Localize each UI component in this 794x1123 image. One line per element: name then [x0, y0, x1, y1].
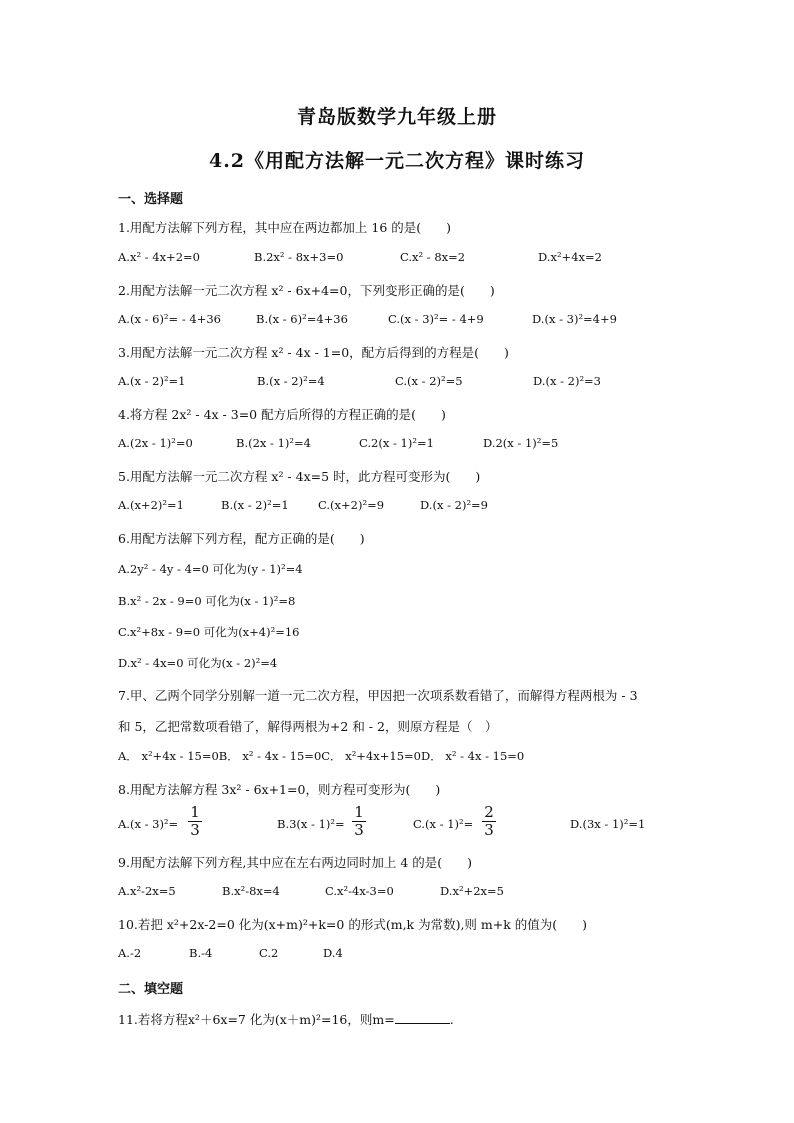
- question-8-stem: 8.用配方法解方程 3x² - 6x+1=0，则方程可变形为( ): [118, 782, 441, 797]
- question-3-option-c: C.(x - 2)²=5: [395, 374, 463, 388]
- fraction-denominator: 3: [484, 821, 494, 839]
- fraction-denominator: 3: [354, 821, 364, 839]
- question-1-stem: 1.用配方法解下列方程，其中应在两边都加上 16 的是( ): [118, 220, 452, 235]
- question-1-option-c: C.x² - 8x=2: [400, 250, 466, 264]
- question-3-option-d: D.(x - 2)²=3: [533, 374, 602, 388]
- question-5-option-b: B.(x - 2)²=1: [221, 498, 289, 512]
- question-1-option-a: A.x² - 4x+2=0: [118, 250, 200, 264]
- question-8-option-a-fraction: [188, 805, 202, 838]
- question-4-option-a: A.(2x - 1)²=0: [118, 436, 193, 450]
- question-7-stem-line1: 7.甲、乙两个同学分别解一道一元二次方程，甲因把一次项系数看错了，而解得方程两根为 - 3: [118, 688, 638, 703]
- question-1-option-b: B.2x² - 8x+3=0: [254, 250, 344, 264]
- question-5-option-a: A.(x+2)²=1: [118, 498, 184, 512]
- section-heading-choice: 一、选择题: [118, 192, 184, 207]
- question-9-stem: 9.用配方法解下列方程,其中应在左右两边同时加上 4 的是( ): [118, 855, 473, 870]
- question-5-option-d: D.(x - 2)²=9: [420, 498, 489, 512]
- question-9-option-b: B.x²-8x=4: [222, 884, 280, 898]
- question-11-end: .: [449, 1012, 454, 1027]
- question-11-stem: 11.若将方程x²＋6x=7 化为(x＋m)²=16，则m=: [118, 1012, 395, 1027]
- question-2-option-b: B.(x - 6)²=4+36: [256, 312, 348, 326]
- question-8-option-b: B.3(x - 1)²=: [277, 817, 345, 831]
- question-2-stem: 2.用配方法解一元二次方程 x² - 6x+4=0，下列变形正确的是( ): [118, 283, 495, 298]
- question-7-stem-line2: 和 5，乙把常数项看错了，解得两根为+2 和 - 2，则原方程是（ ）: [118, 719, 498, 734]
- question-6-option-a: A.2y² - 4y - 4=0 可化为(y - 1)²=4: [118, 562, 303, 576]
- doc-title: 青岛版数学九年级上册: [296, 106, 497, 128]
- question-4-option-d: D.2(x - 1)²=5: [483, 436, 559, 450]
- section-heading-fill: 二、填空题: [118, 982, 184, 997]
- question-3-option-a: A.(x - 2)²=1: [118, 374, 186, 388]
- question-10-option-c: C.2: [259, 946, 279, 960]
- question-7-options: A． x²+4x - 15=0B． x² - 4x - 15=0C． x²+4x+15=0D． x² - 4x - 15=0: [118, 749, 525, 763]
- fraction-numerator: 2: [484, 803, 494, 821]
- question-2-option-c: C.(x - 3)²= - 4+9: [388, 312, 484, 326]
- question-3-stem: 3.用配方法解一元二次方程 x² - 4x - 1=0，配方后得到的方程是( ): [118, 345, 509, 360]
- fraction-denominator: 3: [190, 821, 200, 839]
- question-8-option-c: C.(x - 1)²=: [413, 817, 474, 831]
- question-8-option-b-fraction: [352, 805, 366, 838]
- question-10-option-a: A.-2: [118, 946, 142, 960]
- answer-blank[interactable]: [395, 1013, 450, 1024]
- question-8-option-a: A.(x - 3)²=: [118, 817, 179, 831]
- fraction-numerator: 1: [354, 803, 364, 821]
- question-5-option-c: C.(x+2)²=9: [318, 498, 385, 512]
- question-6-option-d: D.x² - 4x=0 可化为(x - 2)²=4: [118, 656, 278, 670]
- question-9-option-a: A.x²-2x=5: [118, 884, 176, 898]
- question-9-option-d: D.x²+2x=5: [440, 884, 504, 898]
- question-5-stem: 5.用配方法解一元二次方程 x² - 4x=5 时，此方程可变形为( ): [118, 469, 481, 484]
- question-1-option-d: D.x²+4x=2: [538, 250, 602, 264]
- question-8-option-d: D.(3x - 1)²=1: [570, 817, 646, 831]
- question-11: [118, 1010, 454, 1028]
- question-2-option-d: D.(x - 3)²=4+9: [532, 312, 617, 326]
- question-10-stem: 10.若把 x²+2x-2=0 化为(x+m)²+k=0 的形式(m,k 为常数),则 m+k 的值为( ): [118, 917, 588, 932]
- doc-subtitle: 4.2《用配方法解一元二次方程》课时练习: [208, 150, 586, 172]
- question-9-option-c: C.x²-4x-3=0: [325, 884, 394, 898]
- question-8-option-c-fraction: [482, 805, 496, 838]
- question-10-option-d: D.4: [323, 946, 343, 960]
- fraction-numerator: 1: [190, 803, 200, 821]
- question-4-option-c: C.2(x - 1)²=1: [359, 436, 434, 450]
- question-2-option-a: A.(x - 6)²= - 4+36: [118, 312, 221, 326]
- question-6-option-b: B.x² - 2x - 9=0 可化为(x - 1)²=8: [118, 594, 296, 608]
- question-3-option-b: B.(x - 2)²=4: [257, 374, 325, 388]
- question-6-stem: 6.用配方法解下列方程，配方正确的是( ): [118, 531, 365, 546]
- question-4-stem: 4.将方程 2x² - 4x - 3=0 配方后所得的方程正确的是( ): [118, 407, 446, 422]
- question-4-option-b: B.(2x - 1)²=4: [236, 436, 311, 450]
- question-6-option-c: C.x²+8x - 9=0 可化为(x+4)²=16: [118, 625, 300, 639]
- question-10-option-b: B.-4: [189, 946, 213, 960]
